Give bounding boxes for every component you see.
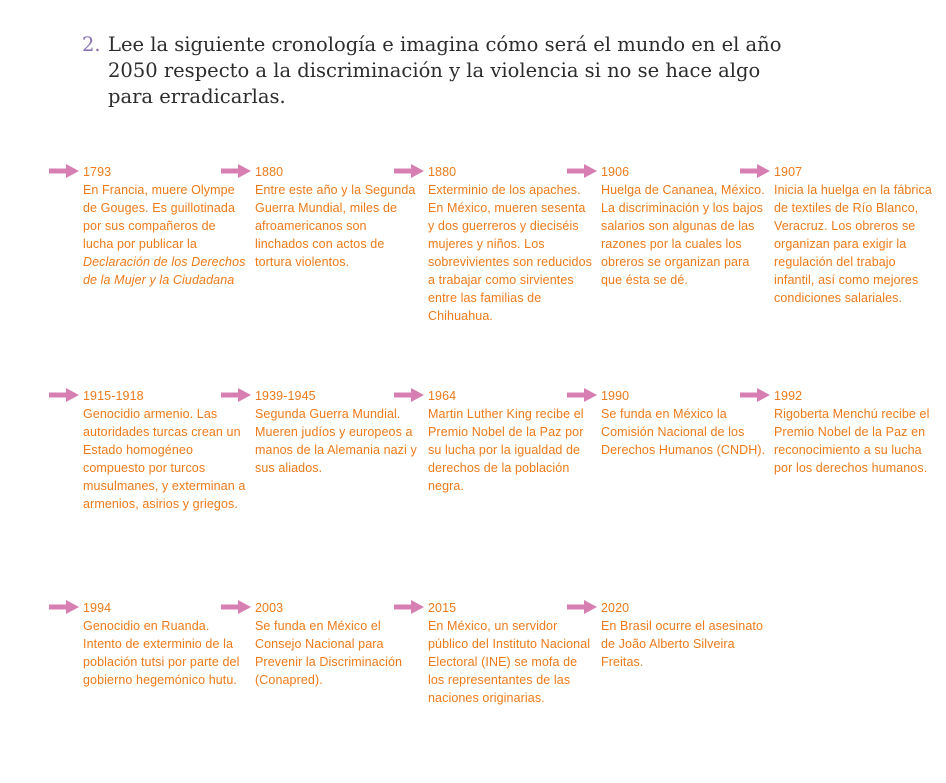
timeline-description: Genocidio armenio. Las autoridades turcas crean un Estado homogéneo compuesto por turcos musulmanes, y exterminan a armenios, asirios y griegos. xyxy=(83,407,246,511)
timeline-description: Genocidio en Ruanda. Intento de exterminio de la población tutsi por parte del gobierno hegemónico hutu. xyxy=(83,619,240,687)
timeline-description: Huelga de Cananea, México. La discriminación y los bajos salarios son algunas de las razones por la cuales los obreros se organizan para que ésta se dé. xyxy=(601,183,765,287)
timeline-entry xyxy=(83,387,248,513)
timeline-description: En Francia, muere Olympe de Gouges. Es guillotinada por sus compañeros de lucha por publicar la Declaración de los Derechos de la Mujer y la Ciudadana xyxy=(83,183,246,287)
timeline-year: 2015 xyxy=(428,601,457,615)
timeline-year: 1964 xyxy=(428,389,457,403)
timeline-year: 1939-1945 xyxy=(255,389,316,403)
arrow-right-icon xyxy=(394,600,424,614)
timeline-year: 1990 xyxy=(601,389,630,403)
timeline-description: Rigoberta Menchú recibe el Premio Nobel de la Paz en reconocimiento a su lucha por los derechos humanos. xyxy=(774,407,930,475)
timeline-year: 1994 xyxy=(83,601,112,615)
timeline-description: Exterminio de los apaches. En México, mueren sesenta y dos guerreros y dieciséis mujeres y niños. Los sobrevivientes son reducidos a trabajar como sirvientes entre las familias de Chihuahua. xyxy=(428,183,592,323)
timeline-year: 2003 xyxy=(255,601,284,615)
arrow-right-icon xyxy=(49,600,79,614)
timeline-entry xyxy=(428,387,593,495)
timeline-year: 1880 xyxy=(255,165,284,179)
arrow-right-icon xyxy=(740,164,770,178)
timeline-entry xyxy=(774,163,939,307)
timeline-entry xyxy=(601,599,766,671)
timeline-year: 2020 xyxy=(601,601,630,615)
timeline-description: Se funda en México el Consejo Nacional para Prevenir la Discriminación (Conapred). xyxy=(255,619,403,687)
timeline-description: Martin Luther King recibe el Premio Nobel de la Paz por su lucha por la igualdad de derechos de la población negra. xyxy=(428,407,584,493)
timeline-year: 1915-1918 xyxy=(83,389,144,403)
timeline-year: 1907 xyxy=(774,165,803,179)
arrow-right-icon xyxy=(567,600,597,614)
timeline-description: Segunda Guerra Mundial. Mueren judíos y europeos a manos de la Alemania nazi y sus aliados. xyxy=(255,407,417,475)
timeline-entry xyxy=(428,163,593,325)
arrow-right-icon xyxy=(740,388,770,402)
timeline-entry xyxy=(428,599,593,707)
timeline-entry xyxy=(774,387,939,477)
arrow-right-icon xyxy=(221,600,251,614)
question-text: Lee la siguiente cronología e imagina cómo será el mundo en el año 2050 respecto a la discriminación y la violencia si no se hace algo para erradicarlas. xyxy=(108,33,782,108)
arrow-right-icon xyxy=(49,388,79,402)
arrow-right-icon xyxy=(394,388,424,402)
timeline-entry xyxy=(601,163,766,289)
timeline-description: En Brasil ocurre el asesinato de João Alberto Silveira Freitas. xyxy=(601,619,764,669)
timeline-year: 1793 xyxy=(83,165,112,179)
arrow-right-icon xyxy=(49,164,79,178)
document-title-italic: Declaración de los Derechos de la Mujer y la Ciudadana xyxy=(83,255,246,287)
arrow-right-icon xyxy=(394,164,424,178)
arrow-right-icon xyxy=(221,164,251,178)
timeline-description: Se funda en México la Comisión Nacional de los Derechos Humanos (CNDH). xyxy=(601,407,766,457)
arrow-right-icon xyxy=(221,388,251,402)
timeline-description: Entre este año y la Segunda Guerra Mundial, miles de afroamericanos son linchados con actos de tortura violentos. xyxy=(255,183,416,269)
timeline-year: 1880 xyxy=(428,165,457,179)
timeline-entry xyxy=(83,163,248,289)
timeline-entry xyxy=(255,163,420,271)
timeline-year: 1992 xyxy=(774,389,803,403)
timeline-year: 1906 xyxy=(601,165,630,179)
timeline-description: En México, un servidor público del Instituto Nacional Electoral (INE) se mofa de los representantes de las naciones originarias. xyxy=(428,619,591,705)
question-number: 2. xyxy=(82,33,101,56)
arrow-right-icon xyxy=(567,388,597,402)
timeline-description: Inicia la huelga en la fábrica de textiles de Río Blanco, Veracruz. Los obreros se organizan para exigir la regulación del trabajo infantil, así como mejores condiciones salariales. xyxy=(774,183,932,305)
arrow-right-icon xyxy=(567,164,597,178)
